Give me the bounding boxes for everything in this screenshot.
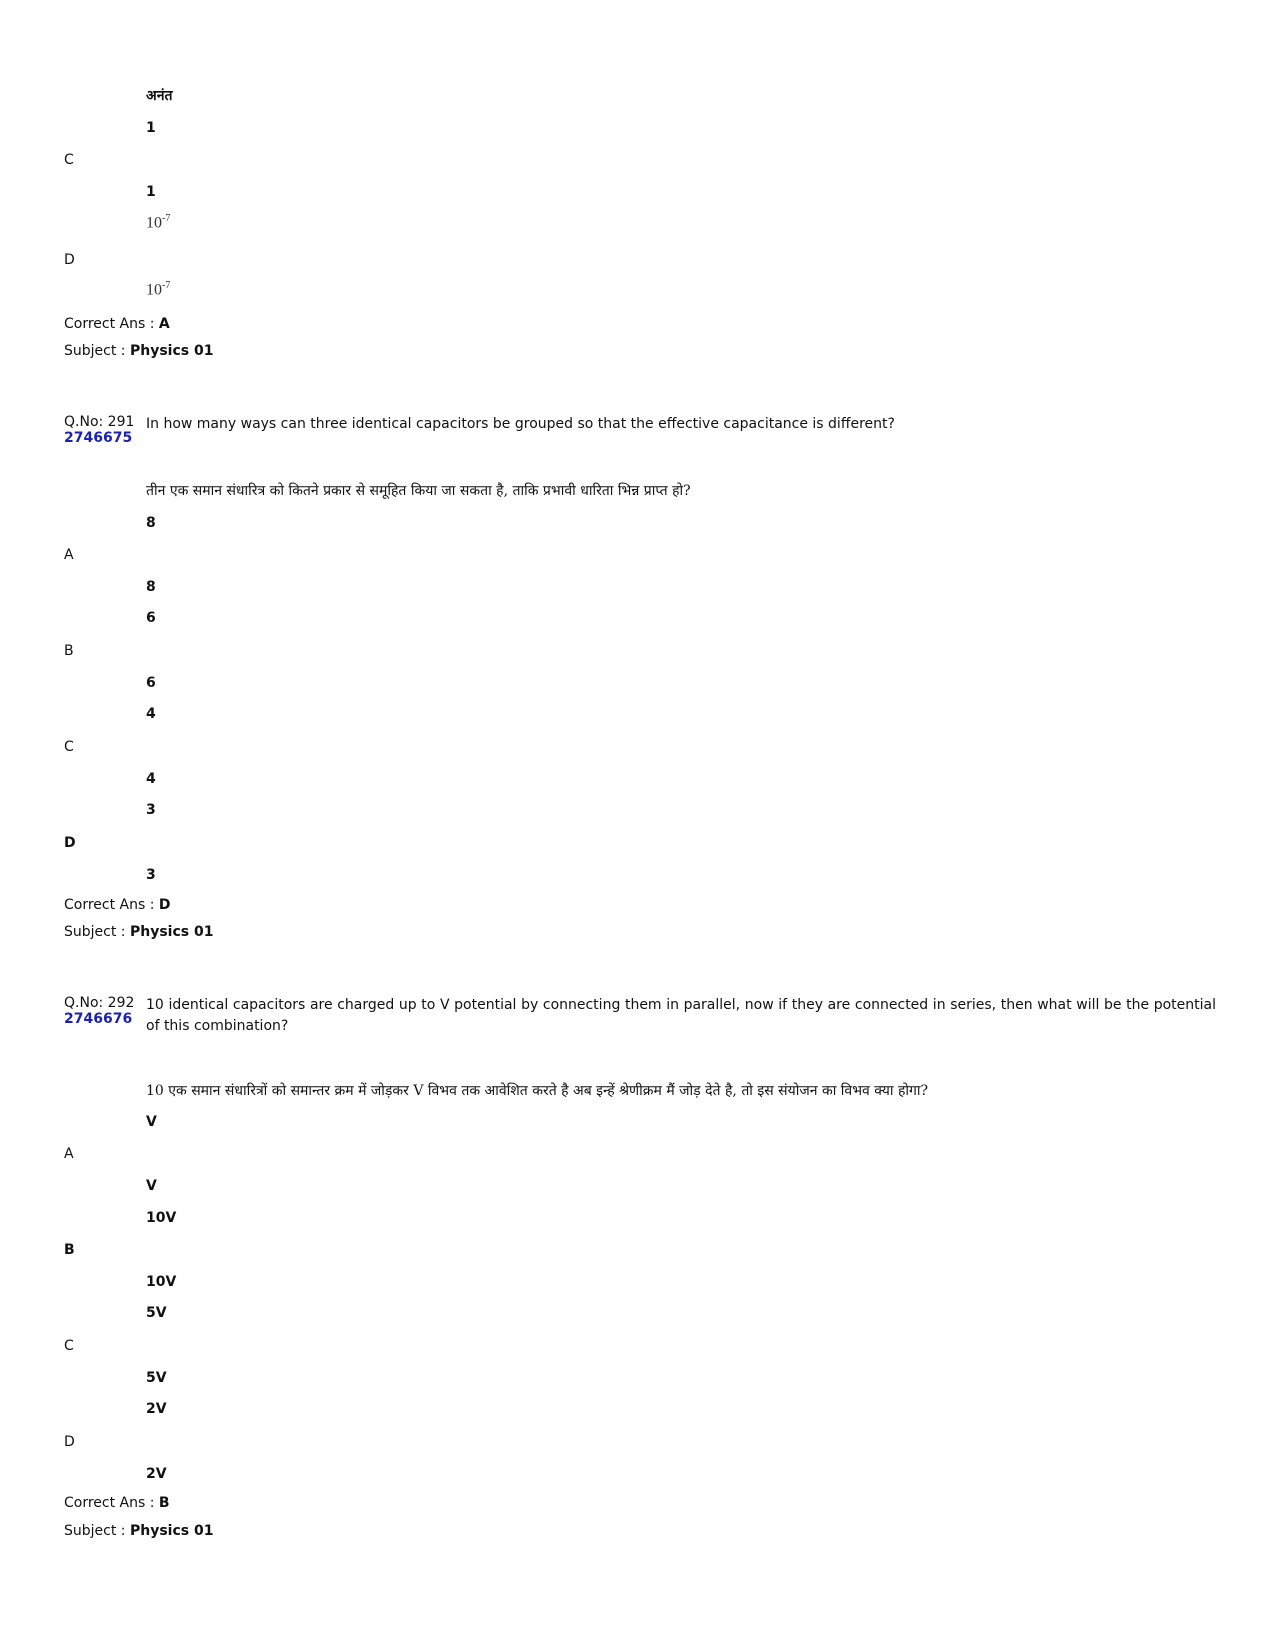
option-c-value-repeat: 4 [146,771,156,787]
option-b-value-repeat: 10V [146,1274,177,1290]
option-c-value: 4 [146,706,156,722]
option-b-value: 10V [146,1210,177,1226]
option-c-label: C [64,1338,74,1354]
question-text-hindi: तीन एक समान संधारित्र को कितने प्रकार से समूहित किया जा सकता है, ताकि प्रभावी धारिता भिन्न प्राप्त हो? [146,483,691,499]
option-b-value-repeat: 6 [146,675,156,691]
option-a-value-repeat: V [146,1178,157,1194]
subject: Subject : Physics 01 [64,1523,214,1539]
option-d-power-image: $10^{-7}$ [146,213,171,232]
option-a-value-repeat: 8 [146,579,156,595]
question-id: 2746676 [64,1011,133,1027]
question-text-english: In how many ways can three identical capacitors be grouped so that the effective capacitance is different? [146,416,895,432]
option-d-power-image-repeat: $10^{-7}$ [146,280,171,299]
option-a-label: A [64,547,74,563]
option-d-value: 2V [146,1401,167,1417]
option-c-label: C [64,152,74,168]
option-c-label: C [64,739,74,755]
option-b-value: 6 [146,610,156,626]
option-a-label: A [64,1146,74,1162]
subject: Subject : Physics 01 [64,924,214,940]
option-d-value-repeat: 3 [146,867,156,883]
option-c-value: 5V [146,1305,167,1321]
option-c-value-repeat: 5V [146,1370,167,1386]
option-c-value: 1 [146,120,156,136]
option-d-label: D [64,252,75,268]
option-d-value-repeat: 2V [146,1466,167,1482]
correct-answer: Correct Ans : B [64,1495,170,1511]
question-text-hindi: 10 एक समान संधारित्रों को समान्तर क्रम में जोड़कर V विभव तक आवेशित करते है अब इन्हें श्रेणीक्रम मैं जोड़ देते है, तो इस संयोजन का विभव क्या होगा? [146,1083,929,1099]
option-d-value: 3 [146,802,156,818]
question-id: 2746675 [64,430,133,446]
correct-answer: Correct Ans : A [64,316,170,332]
option-d-label: D [64,1434,75,1450]
option-a-value: V [146,1114,157,1130]
subject: Subject : Physics 01 [64,343,214,359]
option-a-value: 8 [146,515,156,531]
question-number: Q.No: 292 [64,995,135,1011]
question-text-english: 10 identical capacitors are charged up to V potential by connecting them in parallel, now if they are connected in series, then what will be the potential of this combination? [146,997,1216,1034]
option-d-label-correct: D [64,835,76,851]
option-b-label: B [64,643,74,659]
option-b-label-correct: B [64,1242,75,1258]
correct-answer: Correct Ans : D [64,897,171,913]
option-c-value-repeat: 1 [146,184,156,200]
option-b-hindi-text: अनंत [146,88,173,104]
question-number: Q.No: 291 [64,414,135,430]
